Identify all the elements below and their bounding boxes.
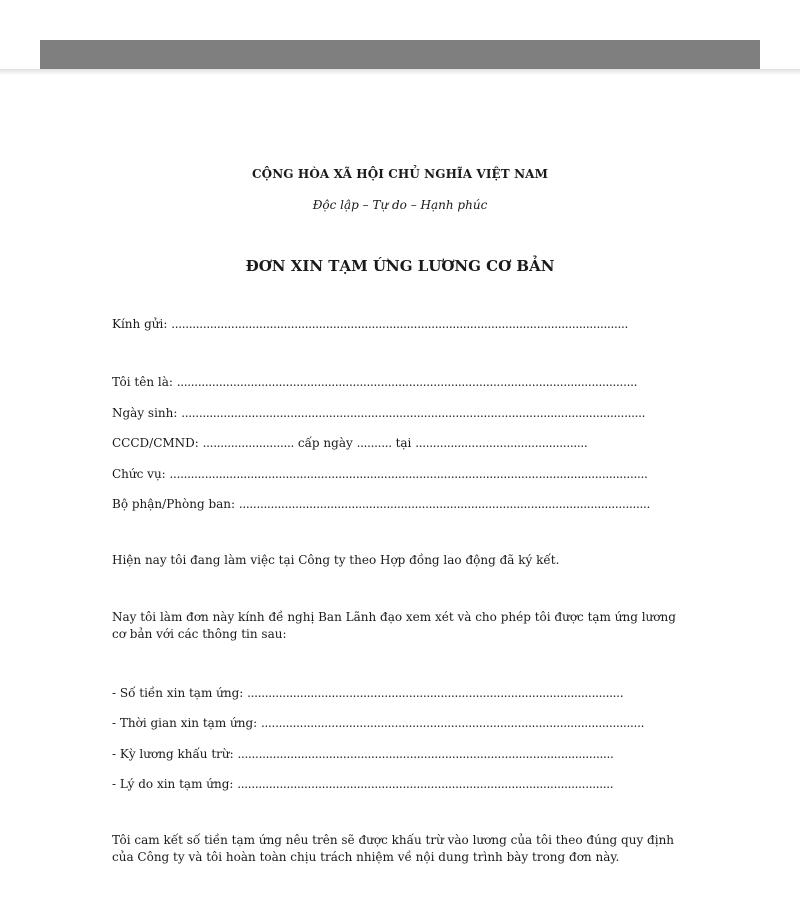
period-field[interactable]: .............................................................................................................: [261, 716, 645, 730]
id-place-label: tại: [391, 436, 416, 450]
id-date-field[interactable]: ..........: [356, 436, 392, 450]
reason-line: [112, 776, 613, 792]
document-title: ĐƠN XIN TẠM ỨNG LƯƠNG CƠ BẢN: [245, 257, 555, 275]
amount-field[interactable]: ...........................................................................................................: [247, 686, 624, 700]
id-place-field[interactable]: .................................................: [415, 436, 588, 450]
name-field[interactable]: ...................................................................................................................................: [176, 375, 638, 389]
period-label: - Thời gian xin tạm ứng:: [112, 716, 262, 730]
recipient-line: [112, 316, 628, 332]
reason-label: - Lý do xin tạm ứng:: [112, 777, 238, 791]
id-date-label: cấp ngày: [294, 436, 357, 450]
employment-paragraph: Hiện nay tôi đang làm việc tại Công ty theo Hợp đồng lao động đã ký kết.: [112, 553, 560, 567]
dob-field[interactable]: ....................................................................................................................................: [181, 406, 646, 420]
deduction-label: - Kỳ lương khấu trừ:: [112, 747, 238, 761]
deduction-field[interactable]: ...........................................................................................................: [237, 747, 614, 761]
position-line: [112, 466, 648, 482]
dob-line: [112, 405, 645, 421]
deduction-line: [112, 746, 614, 762]
national-motto: Độc lập – Tự do – Hạnh phúc: [312, 198, 488, 212]
id-line: [112, 435, 587, 451]
position-label: Chức vụ:: [112, 467, 170, 481]
id-label: CCCD/CMND:: [112, 436, 203, 450]
national-title: CỘNG HÒA XÃ HỘI CHỦ NGHĨA VIỆT NAM: [252, 167, 548, 181]
request-paragraph: Nay tôi làm đơn này kính đề nghị Ban Lãnh đạo xem xét và cho phép tôi được tạm ứng lương cơ bản với các thông tin sau:: [112, 610, 676, 641]
commitment-paragraph: Tôi cam kết số tiền tạm ứng nêu trên sẽ được khấu trừ vào lương của tôi theo đúng quy định của Công ty và tôi hoàn toàn chịu trách nhiệm về nội dung trình bày trong đơn này.: [112, 833, 675, 864]
reason-field[interactable]: ...........................................................................................................: [237, 777, 614, 791]
department-label: Bộ phận/Phòng ban:: [112, 497, 239, 511]
period-line: [112, 715, 644, 731]
amount-line: [112, 685, 623, 701]
id-number-field[interactable]: ..........................: [202, 436, 295, 450]
recipient-field[interactable]: ..................................................................................................................................: [171, 317, 629, 331]
name-line: [112, 374, 637, 390]
amount-label: - Số tiền xin tạm ứng:: [112, 686, 248, 700]
dob-label: Ngày sinh:: [112, 406, 182, 420]
name-label: Tôi tên là:: [112, 375, 177, 389]
department-line: [112, 496, 650, 512]
position-field[interactable]: ........................................................................................................................................: [169, 467, 648, 481]
department-field[interactable]: .....................................................................................................................: [238, 497, 651, 511]
recipient-label: Kính gửi:: [112, 317, 172, 331]
